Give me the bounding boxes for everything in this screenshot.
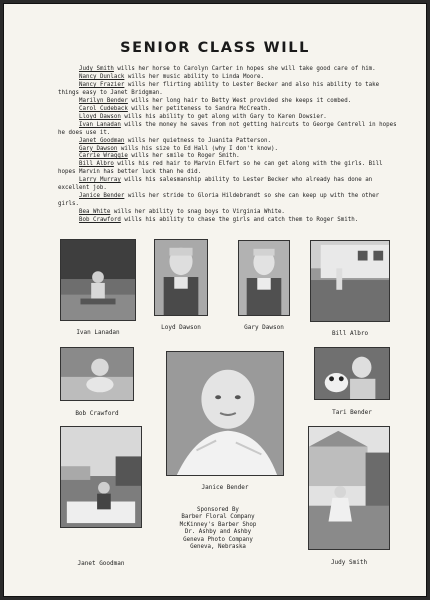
sponsor-line: McKinney's Barber Shop [179,521,257,528]
photo-loyd-dawson [154,239,208,316]
sponsor-line: Geneva, Nebraska [190,544,246,551]
senior-name: Ivan Lanadan [79,121,121,128]
senior-name: Carol Cudeback [79,105,128,112]
will-text: wills his salesmanship ability to Lester Becker who already has done an excellent job. [58,177,373,192]
sponsor-line: Dr. Ashby and Ashby [184,529,252,536]
will-text: wills her ability to snag boys to Virginia White. [110,209,285,216]
will-entry [58,66,398,74]
photo-janice-bender [166,351,284,476]
photo-judy-smith [308,426,390,550]
will-text: wills her smile to Roger Smith. [127,153,240,160]
will-entry [58,146,398,154]
photo-bill-albro [310,240,390,322]
will-entry [58,114,398,122]
photo-gary-dawson [238,240,290,316]
caption-tari: Tari Bender [332,409,372,416]
caption-ivan: Ivan Lanadan [76,329,120,336]
will-entry [58,138,398,146]
sponsor-block [158,507,278,551]
will-entry [58,82,398,98]
caption-judy: Judy Smith [330,559,368,566]
caption-bill: Bill Albro [331,330,369,337]
senior-name: Judy Smith [79,66,114,72]
caption-gary: Gary Dawson [244,324,284,331]
senior-name: Gary Dawson [79,145,118,152]
senior-name: Bea White [79,209,111,216]
caption-janet: Janet Goodman [77,560,125,567]
will-entry [58,217,398,225]
will-text: wills her stride to Gloria Hildebrandt so she can keep up with the other girls. [58,193,380,208]
will-text: wills the money he saves from not getting haircuts to George Centrell in hopes he does use it. [58,121,397,136]
will-text: wills her horse to Carolyn Carter in hopes she will take good care of him. [113,66,376,72]
will-text: wills her petiteness to Sandra McCreath. [127,105,271,112]
will-text: wills her music ability to Linda Moore. [124,73,264,80]
will-entry [58,74,398,82]
caption-loyd: Loyd Dawson [161,324,201,331]
caption-janice: Janice Bender [201,484,249,491]
will-text: wills his ability to chase the girls and catch them to Roger Smith. [120,217,359,224]
senior-name: Janice Bender [79,193,125,200]
will-entry [58,122,398,138]
senior-name: Nancy Dunlack [79,73,125,80]
will-entry [58,161,398,177]
page-title: SENIOR CLASS WILL [120,40,310,56]
will-entry [58,193,398,209]
senior-name: Carrie Wraggie [79,153,128,160]
photo-tari-bender [314,347,390,400]
will-entry [58,153,398,161]
senior-class-will-text [58,66,398,225]
senior-name: Nancy Frazier [79,81,125,88]
will-entry [58,98,398,106]
will-entry [58,209,398,217]
will-text: wills his red hair to Marvin Elfert so he can get along with the girls. Bill hopes Marvin has better luck than he did. [58,161,383,176]
will-entry [58,106,398,114]
sponsor-line: Sponsored By [197,507,239,513]
senior-name: Bill Albro [79,161,114,168]
sponsor-line: Barber Floral Company [181,514,255,521]
will-text: wills her flirting ability to Lester Becker and also his ability to take things easy to Janet Bridgman. [58,81,380,96]
photo-janet-goodman [60,426,142,528]
senior-name: Larry Murray [79,177,121,184]
sponsor-line: Geneva Photo Company [183,536,253,543]
will-text: wills his size to Ed Hall (why I don't know). [117,145,278,152]
photo-bob-crawford [60,347,134,401]
senior-name: Lloyd Dawson [79,113,121,120]
senior-name: Marilyn Bender [79,97,128,104]
caption-bob: Bob Crawford [75,410,119,417]
senior-name: Janet Goodman [79,137,125,144]
photo-ivan-lanadan [60,239,136,321]
senior-name: Bob Crawford [79,217,121,224]
will-text: wills her long hair to Betty West provided she keeps it combed. [127,97,352,104]
will-entry [58,177,398,193]
will-text: wills his ability to get along with Gary to Karen Dowsier. [120,113,327,120]
will-text: wills her quietness to Juanita Patterson. [124,137,271,144]
